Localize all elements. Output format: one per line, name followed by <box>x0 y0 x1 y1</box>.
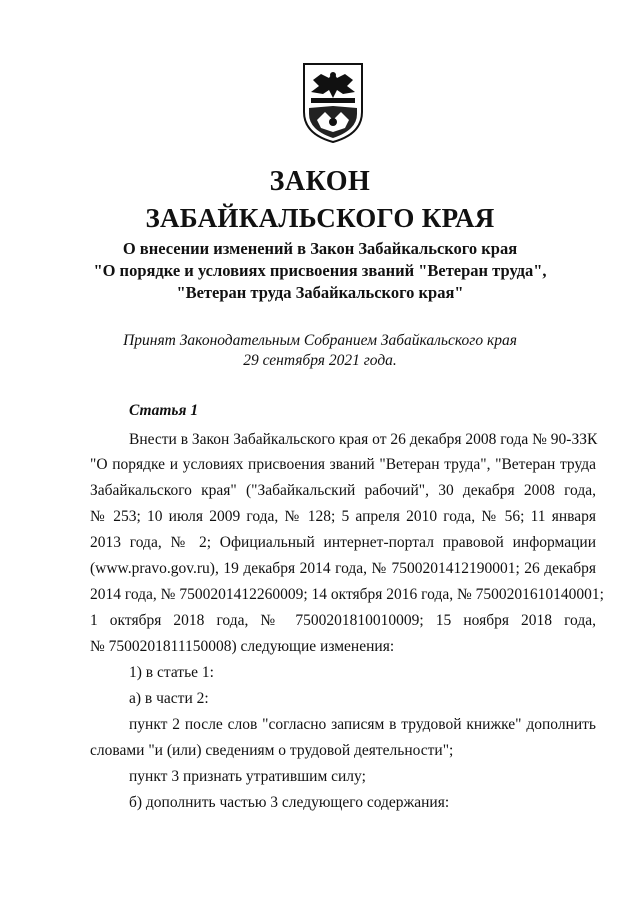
list-item: пункт 3 признать утратившим силу; <box>129 768 366 785</box>
body-line: Внести в Закон Забайкальского края от 26 декабря 2008 года № 90-ЗЗК <box>129 431 598 448</box>
list-item: 1) в статье 1: <box>129 664 214 681</box>
subtitle-line: О внесении изменений в Закон Забайкальского края <box>122 239 518 258</box>
body-line: пункт 2 после слов "согласно записям в трудовой книжке" дополнить <box>129 716 596 733</box>
body-line: № 7500201811150008) следующие изменения: <box>90 638 395 655</box>
body-line: Забайкальского края" ("Забайкальский рабочий", 30 декабря 2008 года, <box>90 482 596 499</box>
body-line: "О порядке и условиях присвоения званий "Ветеран труда", "Ветеран труда <box>90 456 596 473</box>
adoption-note <box>0 331 640 371</box>
body-line: 2014 года, № 7500201412260009; 14 октября 2016 года, № 7500201610140001; <box>90 586 604 603</box>
list-item: а) в части 2: <box>129 690 209 707</box>
adoption-date: 29 сентября 2021 года. <box>243 352 397 369</box>
list-item: б) дополнить частью 3 следующего содержания: <box>129 794 450 811</box>
law-subtitle <box>0 238 640 304</box>
law-title: ЗАКОН <box>269 166 371 197</box>
body-line: 1 октября 2018 года, № 7500201810010009; 15 ноября 2018 года, <box>90 612 596 629</box>
subtitle-line: "О порядке и условиях присвоения званий "Ветеран труда", <box>93 261 547 280</box>
adoption-line: Принят Законодательным Собранием Забайкальского края <box>123 332 517 349</box>
body-line: № 253; 10 июля 2009 года, № 128; 5 апреля 2010 года, № 56; 11 января <box>90 508 596 525</box>
article-heading: Статья 1 <box>129 402 199 419</box>
law-region-title: ЗАБАЙКАЛЬСКОГО КРАЯ <box>145 203 495 233</box>
body-line: словами "и (или) сведениям о трудовой деятельности"; <box>90 742 454 759</box>
body-line: (www.pravo.gov.ru), 19 декабря 2014 года, № 7500201412190001; 26 декабря <box>90 560 596 577</box>
coat-of-arms-icon <box>301 62 365 144</box>
body-line: 2013 года, № 2; Официальный интернет-портал правовой информации <box>90 534 596 551</box>
subtitle-line: "Ветеран труда Забайкальского края" <box>176 283 464 302</box>
